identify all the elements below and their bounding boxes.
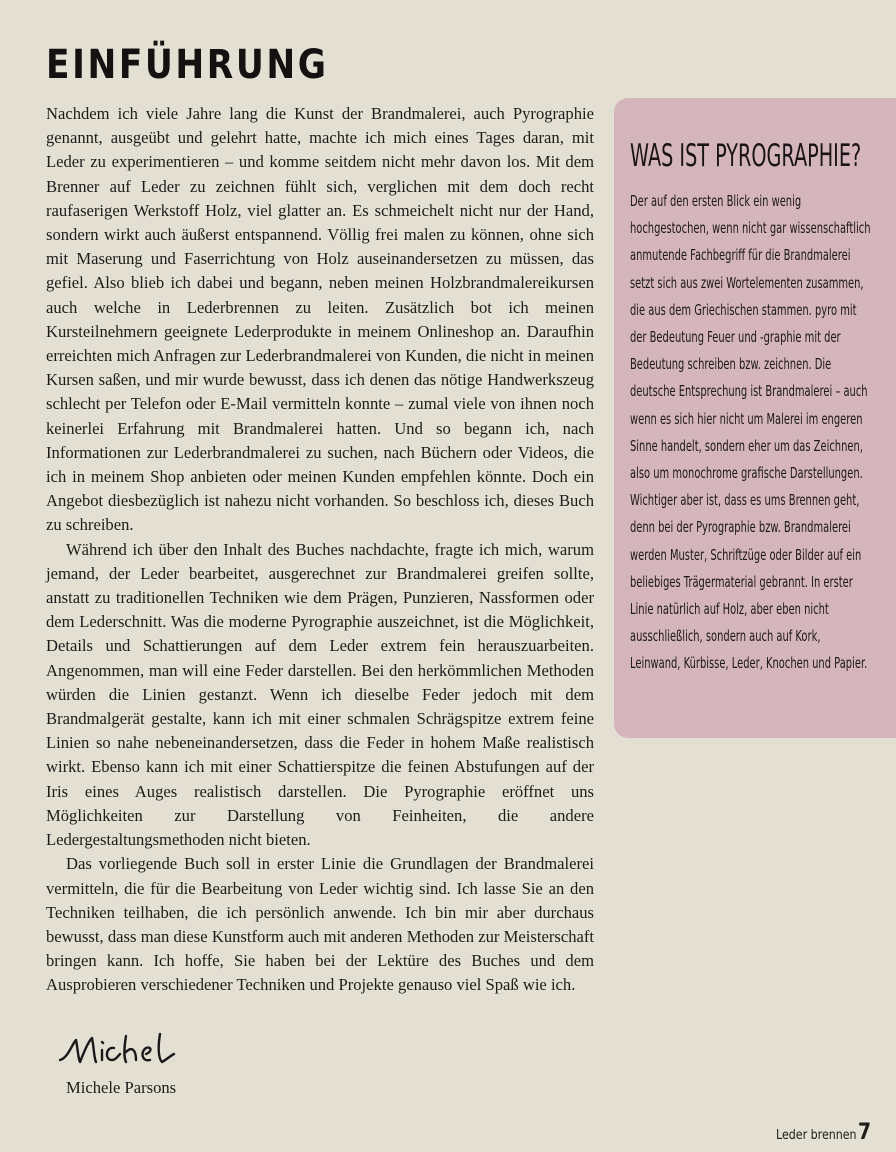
signature bbox=[54, 1028, 204, 1078]
paragraph-3: Das vorliegende Buch soll in erster Linie die Grundlagen der Brandmalerei vermitteln, die für die Bearbeitung von Leder wichtig sind. Ich lasse Sie an den Techniken teilhaben, die ich persönlich anwende. Ich bin mir aber durchaus bewusst, dass man diese Kunstform auch mit anderen Methoden zur Meisterschaft bringen kann. Ich hoffe, Sie haben bei der Lektüre des Buches und dem Ausprobieren verschiedener Techniken und Projekte genauso viel Spaß wie ich. bbox=[46, 854, 594, 995]
page-number: 7 bbox=[858, 1120, 872, 1145]
main-text bbox=[46, 102, 594, 998]
paragraph-1: Nachdem ich viele Jahre lang die Kunst der Brandmalerei, auch Pyrographie genannt, ausgeübt und gelehrt hatte, machte ich mich eines Tages daran, mit Leder zu experimentieren – und komme seitdem nicht mehr davon los. Mit dem Brenner auf Leder zu zeichnen fühlt sich, verglichen mit dem doch recht raufaserigen Werkstoff Holz, viel glatter an. Es schmeichelt nicht nur der Hand, sondern wirkt auch äußerst entspannend. Völlig frei malen zu können, ohne sich mit Maserung und Faserrichtung von Holz auseinandersetzen zu müssen, das gefiel. Also blieb ich dabei und begann, neben meinen Holzbrandmalereikursen auch welche in Lederbrennen zu leiten. Zusätzlich bot ich meinen Kursteilnehmern geeignete Lederprodukte in meinem Onlineshop an. Daraufhin erreichten mich Anfragen zur Lederbrandmalerei von Kunden, die nicht in meinen Kursen saßen, und mir wurde bewusst, dass ich denen das nötige Handwerkszeug schlecht per Telefon oder E-Mail vermitteln konnte – zumal viele von ihnen noch keinerlei Erfahrung mit Brandmalerei hatten. Und so begann ich, nach Informationen zur Lederbrandmalerei zu suchen, nach Büchern oder Videos, die ich in meinem Shop anbieten oder meinen Kunden empfehlen könnte. Doch ein Angebot diesbezüglich ist nahezu nicht vorhanden. So beschloss ich, dieses Buch zu schreiben. bbox=[46, 104, 594, 535]
footer-running-title: Leder brennen bbox=[776, 1128, 857, 1143]
sidebar-text: Der auf den ersten Blick ein wenig hochgestochen, wenn nicht gar wissenschaftlich anmutende Fachbegriff für die Brandmalerei setzt sich aus zwei Wortelementen zusammen, die aus dem Griechischen stammen. pyro mit der Bedeutung Feuer und -graphie mit der Bedeutung schreiben bzw. zeichnen. Die deutsche Entsprechung ist Brandmalerei – auch wenn es sich hier nicht um Malerei im engeren Sinne handelt, sondern eher um das Zeichnen, also um monochrome grafische Darstellungen. Wichtiger aber ist, dass es ums Brennen geht, denn bei der Pyrographie bzw. Brandmalerei werden Muster, Schriftzüge oder Bilder auf ein beliebiges Trägermaterial gebrannt. In erster Linie natürlich auf Holz, aber eben nicht ausschließlich, sondern auch auf Kork, Leinwand, Kürbisse, Leder, Knochen und Papier. bbox=[630, 192, 871, 673]
sidebar-title: WAS IST PYROGRAPHIE? bbox=[630, 138, 862, 174]
page-title: EINFÜHRUNG bbox=[46, 42, 329, 88]
author-name: Michele Parsons bbox=[66, 1078, 177, 1097]
sidebar-box bbox=[614, 98, 896, 738]
paragraph-2: Während ich über den Inhalt des Buches nachdachte, fragte ich mich, warum jemand, der Leder bearbeitet, ausgerechnet zur Brandmalerei greifen sollte, anstatt zu traditionellen Techniken wie dem Prägen, Punzieren, Nassformen oder dem Lederschnitt. Was die moderne Pyrographie auszeichnet, ist die Möglichkeit, Details und Schattierungen auf dem Leder extrem fein herauszuarbeiten. Angenommen, man will eine Feder darstellen. Bei den herkömmlichen Methoden würden die Linien gestanzt. Wenn ich dieselbe Feder jedoch mit dem Brandmalgerät gestalte, kann ich mit einer schmalen Schrägspitze extrem feine Linien so nahe nebeneinandersetzen, dass die Feder in hohem Maße realistisch wirkt. Ebenso kann ich mit einer Schattierspitze die feinen Abstufungen auf der Iris eines Auges realistisch darstellen. Die Pyrographie eröffnet uns Möglichkeiten zur Darstellung von Feinheiten, die andere Ledergestaltungsmethoden nicht bieten. bbox=[46, 539, 594, 850]
